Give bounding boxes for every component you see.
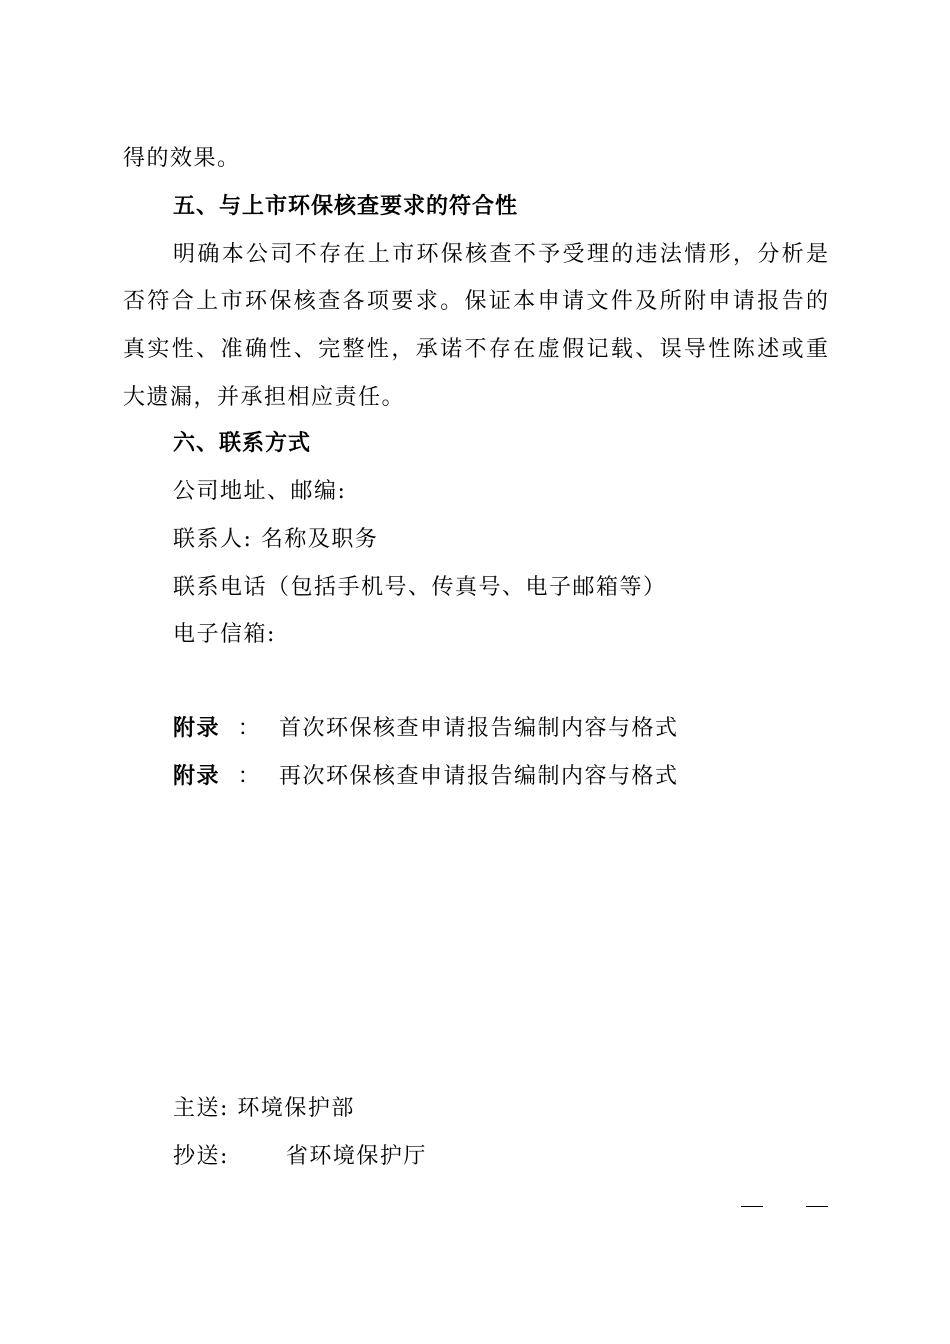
contact-phone: 联系电话（包括手机号、传真号、电子邮箱等） xyxy=(173,575,667,600)
paragraph-line-3: 真实性、准确性、完整性，承诺不存在虚假记载、误导性陈述或重 xyxy=(123,337,828,362)
appendix-text: 首次环保核查申请报告编制内容与格式 xyxy=(279,716,679,741)
contact-person: 联系人: 名称及职务 xyxy=(173,527,379,552)
appendix-text: 再次环保核查申请报告编制内容与格式 xyxy=(279,764,679,789)
paragraph-line-2: 否符合上市环保核查各项要求。保证本申请文件及所附申请报告的 xyxy=(123,289,828,314)
text-line: 得的效果。 xyxy=(123,146,241,171)
page-number-dash-right xyxy=(806,1206,828,1207)
section-heading-5: 五、与上市环保核查要求的符合性 xyxy=(173,194,519,219)
contact-address: 公司地址、邮编: xyxy=(173,479,347,504)
appendix-item xyxy=(173,714,679,744)
paragraph-line-4: 大遗漏，并承担相应责任。 xyxy=(123,385,406,410)
paragraph-line-1: 明确本公司不存在上市环保核查不予受理的违法情形，分析是 xyxy=(173,242,828,267)
appendix-label: 附录 xyxy=(173,764,221,789)
appendix-label: 附录 xyxy=(173,716,221,741)
main-recipient-label: 主送: xyxy=(173,1096,229,1121)
distribution-main xyxy=(173,1094,355,1124)
main-recipient-value: 环境保护部 xyxy=(237,1096,355,1121)
appendix-separator: ： xyxy=(237,716,262,741)
section-heading-6: 六、联系方式 xyxy=(173,431,312,456)
appendix-separator: ： xyxy=(237,764,262,789)
cc-recipient-label: 抄送: xyxy=(173,1144,229,1169)
distribution-cc xyxy=(173,1142,427,1172)
cc-recipient-value: 省环境保护厅 xyxy=(285,1144,427,1169)
page-number-dash-left xyxy=(741,1206,763,1207)
contact-email: 电子信箱: xyxy=(173,622,276,647)
appendix-item xyxy=(173,762,679,792)
